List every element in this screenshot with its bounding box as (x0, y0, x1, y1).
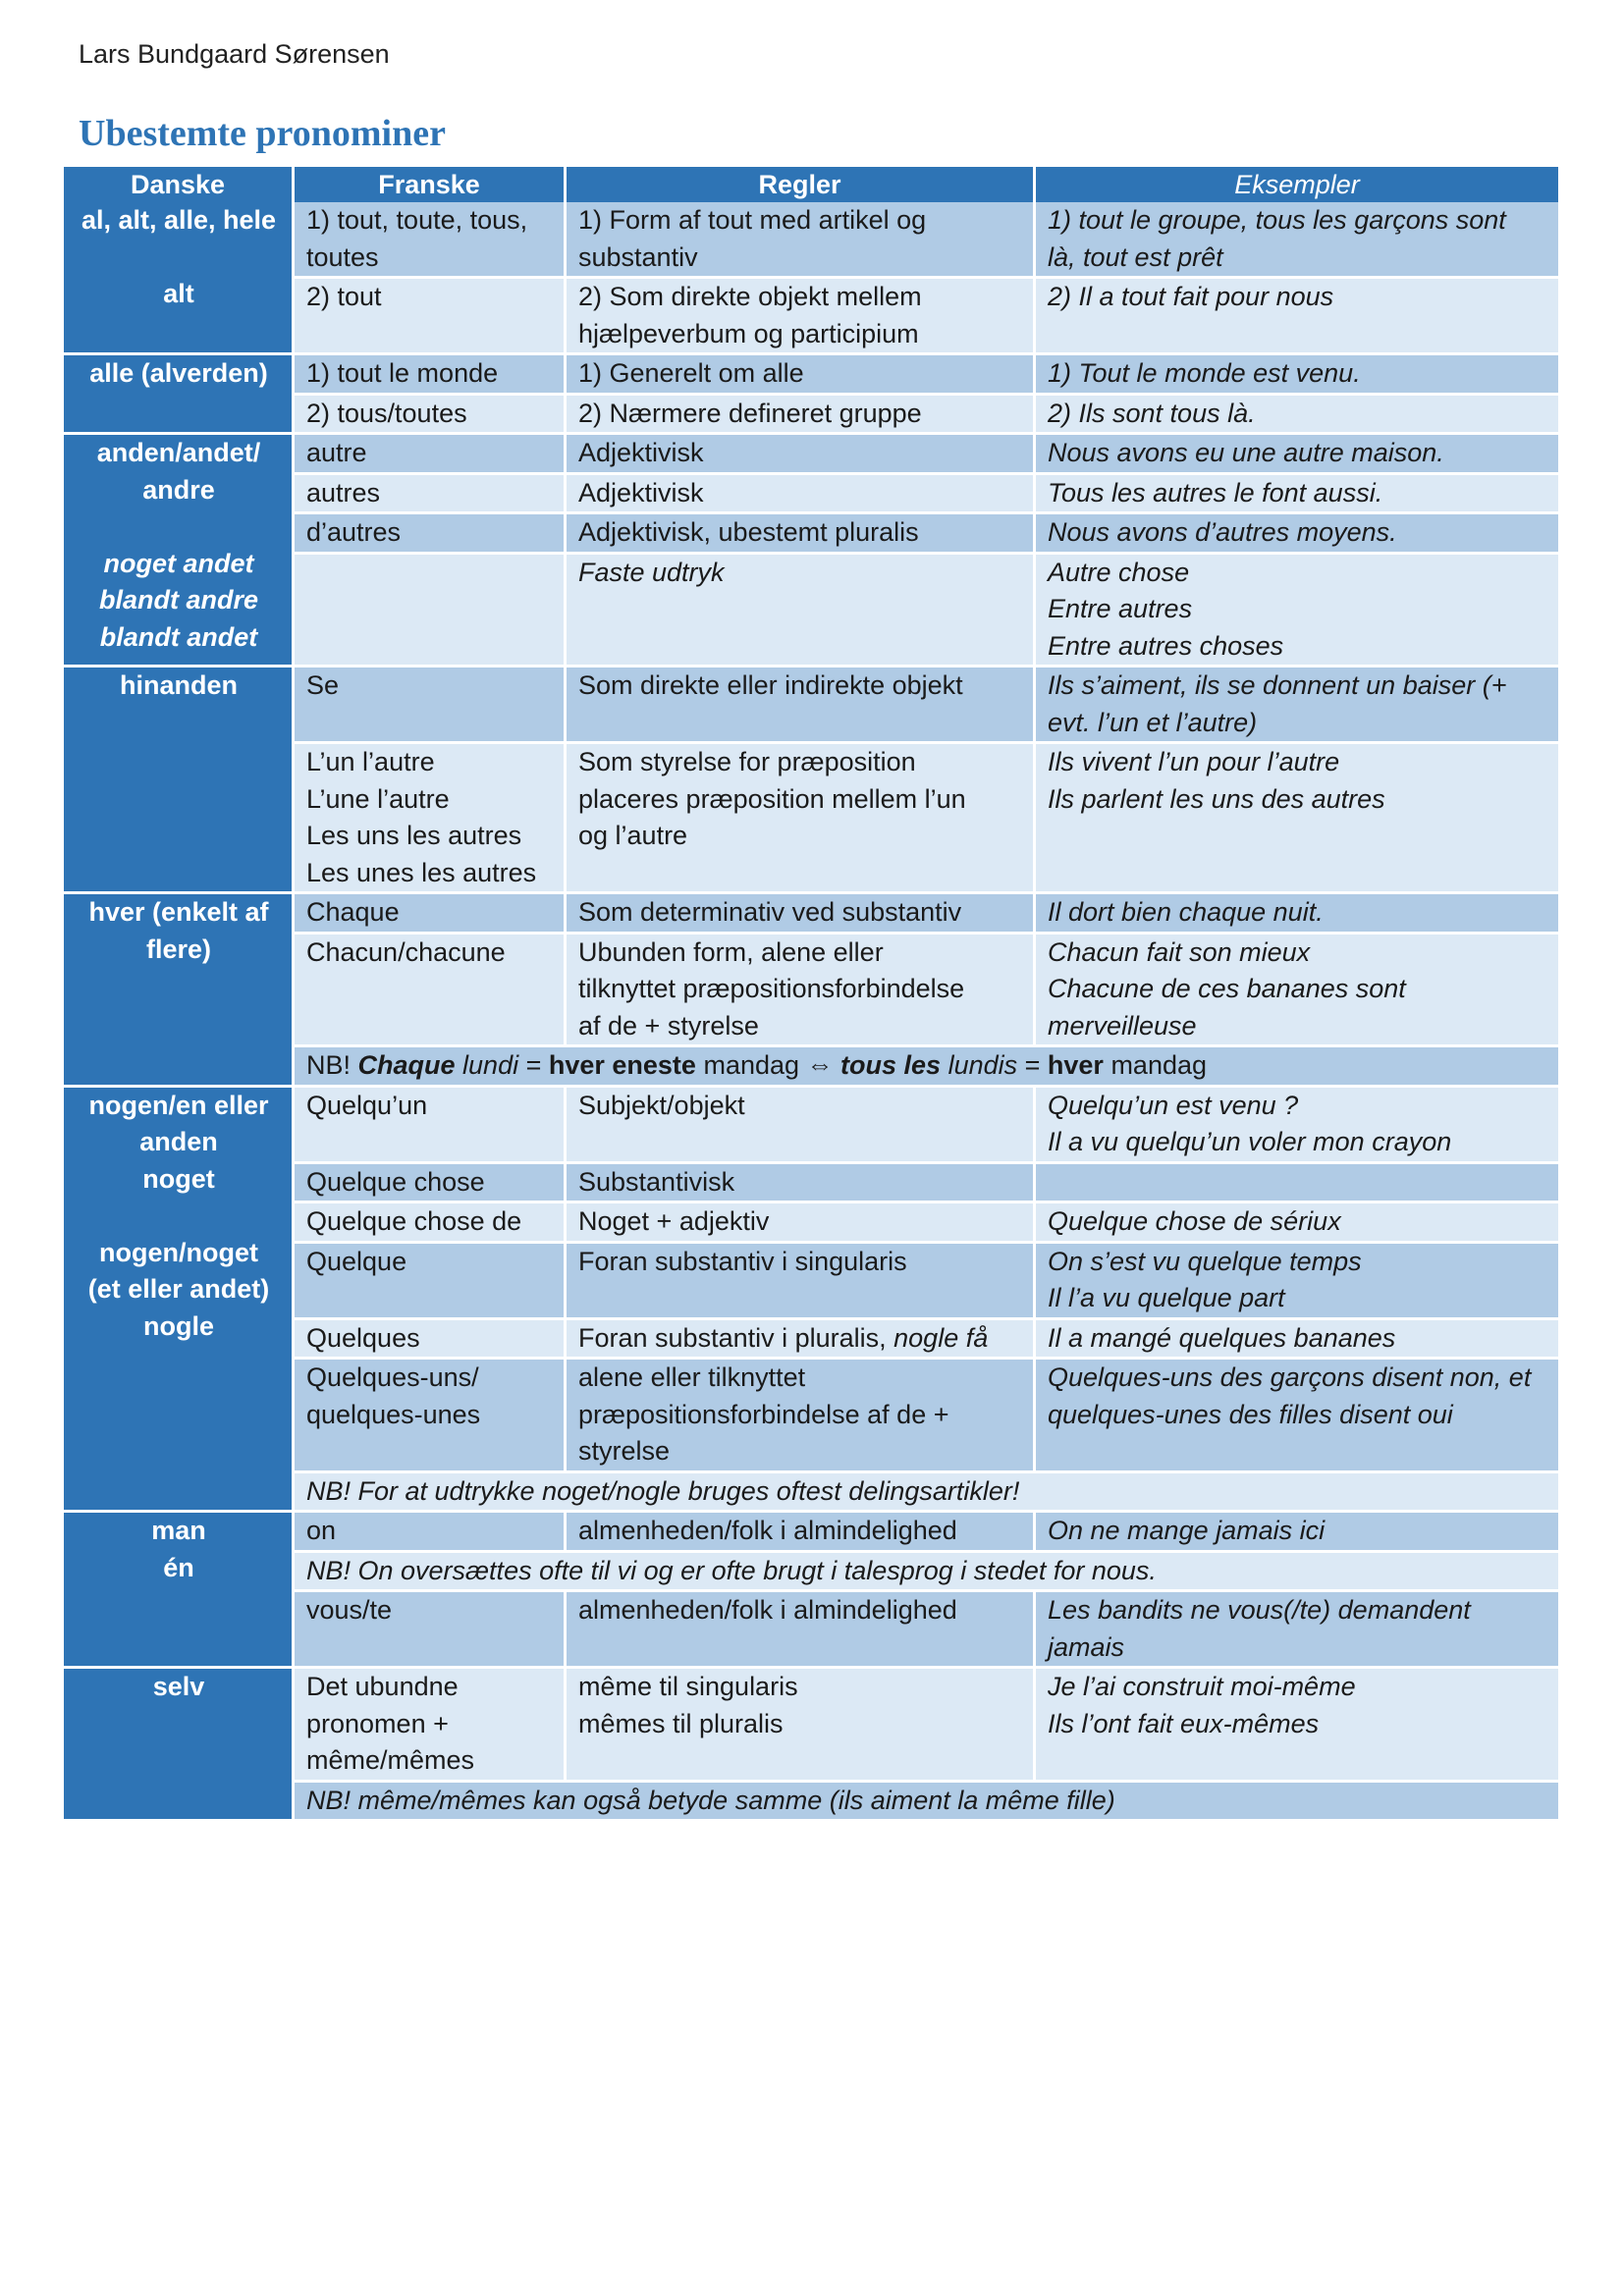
example-cell: Quelques-uns des garçons disent non, et quelques-unes des filles disent oui (1033, 1360, 1558, 1473)
example-cell: Quelque chose de sériux (1033, 1203, 1558, 1244)
example-cell: 2) Ils sont tous là. (1033, 396, 1558, 436)
french-cell: Quelque (292, 1244, 564, 1320)
rule-cell: Subjekt/objekt (564, 1088, 1033, 1164)
danish-term-man: man én (64, 1513, 292, 1669)
french-cell: Quelque chose (292, 1164, 564, 1204)
rule-cell: 1) Form af tout med artikel og substantiv (564, 202, 1033, 279)
example-cell: Chacun fait son mieux Chacune de ces bananes sont merveilleuse (1033, 934, 1558, 1048)
table-row (64, 1513, 1558, 1553)
french-cell: 2) tous/toutes (292, 396, 564, 436)
french-cell: 2) tout (292, 279, 564, 355)
french-cell: Quelques-uns/ quelques-unes (292, 1360, 564, 1473)
rule-cell: Faste udtryk (564, 555, 1033, 668)
table-row (64, 894, 1558, 934)
page-title: Ubestemte pronominer (79, 113, 446, 154)
note-cell: NB! Chaque lundi = hver eneste mandag ⇔ tous les lundis = hver mandag (292, 1047, 1558, 1088)
example-cell: Les bandits ne vous(/te) demandent jamais (1033, 1592, 1558, 1669)
rule-cell: Adjektivisk (564, 435, 1033, 475)
example-cell (1033, 1164, 1558, 1204)
example-cell: On s’est vu quelque temps Il l’a vu quelque part (1033, 1244, 1558, 1320)
example-cell: Je l’ai construit moi-même Ils l’ont fait eux-mêmes (1033, 1669, 1558, 1783)
example-cell: Tous les autres le font aussi. (1033, 475, 1558, 515)
note-cell: NB! For at udtrykke noget/nogle bruges oftest delingsartikler! (292, 1473, 1558, 1514)
example-cell: Ils s’aiment, ils se donnent un baiser (+ evt. l’un et l’autre) (1033, 667, 1558, 744)
french-cell: Se (292, 667, 564, 744)
table-row (64, 202, 1558, 279)
example-cell: 1) Tout le monde est venu. (1033, 355, 1558, 396)
example-cell: On ne mange jamais ici (1033, 1513, 1558, 1553)
table-row (64, 355, 1558, 396)
rule-cell: Foran substantiv i singularis (564, 1244, 1033, 1320)
danish-term-hver: hver (enkelt af flere) (64, 894, 292, 1088)
rule-cell: 1) Generelt om alle (564, 355, 1033, 396)
example-cell: Il dort bien chaque nuit. (1033, 894, 1558, 934)
example-cell: 1) tout le groupe, tous les garçons sont là, tout est prêt (1033, 202, 1558, 279)
french-cell: Chacun/chacune (292, 934, 564, 1048)
example-cell: Autre chose Entre autres Entre autres choses (1033, 555, 1558, 668)
example-cell: Ils vivent l’un pour l’autre Ils parlent les uns des autres (1033, 744, 1558, 894)
french-cell: vous/te (292, 1592, 564, 1669)
pronoun-table (64, 167, 1558, 1819)
french-cell: on (292, 1513, 564, 1553)
rule-cell: Adjektivisk (564, 475, 1033, 515)
author-name: Lars Bundgaard Sørensen (79, 39, 390, 69)
rule-cell: Som direkte eller indirekte objekt (564, 667, 1033, 744)
example-cell: 2) Il a tout fait pour nous (1033, 279, 1558, 355)
french-cell: 1) tout, toute, tous, toutes (292, 202, 564, 279)
rule-cell: Ubunden form, alene eller tilknyttet præpositionsforbindelse af de + styrelse (564, 934, 1033, 1048)
rule-cell: Som styrelse for præposition placeres præposition mellem l’un og l’autre (564, 744, 1033, 894)
table-row (64, 435, 1558, 475)
french-cell: Det ubundne pronomen + même/mêmes (292, 1669, 564, 1783)
danish-term-hinanden: hinanden (64, 667, 292, 894)
rule-cell: Som determinativ ved substantiv (564, 894, 1033, 934)
table-row (64, 1088, 1558, 1164)
rule-cell: Foran substantiv i pluralis, nogle få (564, 1320, 1033, 1361)
danish-term-anden: anden/andet/ andre noget andet blandt andre blandt andet (64, 435, 292, 667)
example-cell: Nous avons d’autres moyens. (1033, 514, 1558, 555)
rule-cell: almenheden/folk i almindelighed (564, 1592, 1033, 1669)
french-cell: Quelques (292, 1320, 564, 1361)
table-row (64, 667, 1558, 744)
example-cell: Nous avons eu une autre maison. (1033, 435, 1558, 475)
french-cell: L’un l’autre L’une l’autre Les uns les autres Les unes les autres (292, 744, 564, 894)
note-cell: NB! même/mêmes kan også betyde samme (ils aiment la même fille) (292, 1783, 1558, 1820)
example-cell: Il a mangé quelques bananes (1033, 1320, 1558, 1361)
rule-cell: Adjektivisk, ubestemt pluralis (564, 514, 1033, 555)
danish-term-nogen: nogen/en eller anden noget nogen/noget (et eller andet) nogle (64, 1088, 292, 1514)
rule-cell: 2) Som direkte objekt mellem hjælpeverbum og participium (564, 279, 1033, 355)
danish-term-alle: alle (alverden) (64, 355, 292, 435)
example-cell: Quelqu’un est venu ? Il a vu quelqu’un voler mon crayon (1033, 1088, 1558, 1164)
equivalence-arrow-icon: ⇔ (806, 1050, 834, 1080)
danish-term-al: al, alt, alle, hele alt (64, 202, 292, 355)
header-eksempler: Eksempler (1033, 167, 1558, 202)
french-cell: d’autres (292, 514, 564, 555)
table-row (64, 1669, 1558, 1783)
rule-cell: 2) Nærmere defineret gruppe (564, 396, 1033, 436)
french-cell: Chaque (292, 894, 564, 934)
danish-term-selv: selv (64, 1669, 292, 1819)
french-cell: Quelqu’un (292, 1088, 564, 1164)
rule-cell: alene eller tilknyttet præpositionsforbindelse af de + styrelse (564, 1360, 1033, 1473)
header-franske: Franske (292, 167, 564, 202)
french-cell: 1) tout le monde (292, 355, 564, 396)
french-cell: autres (292, 475, 564, 515)
rule-cell: Noget + adjektiv (564, 1203, 1033, 1244)
note-cell: NB! On oversættes ofte til vi og er ofte brugt i talesprog i stedet for nous. (292, 1553, 1558, 1593)
rule-cell: même til singularis mêmes til pluralis (564, 1669, 1033, 1783)
header-row (64, 167, 1558, 202)
rule-cell: Substantivisk (564, 1164, 1033, 1204)
rule-cell: almenheden/folk i almindelighed (564, 1513, 1033, 1553)
header-regler: Regler (564, 167, 1033, 202)
french-cell: autre (292, 435, 564, 475)
header-danske: Danske (64, 167, 292, 202)
french-cell (292, 555, 564, 668)
french-cell: Quelque chose de (292, 1203, 564, 1244)
